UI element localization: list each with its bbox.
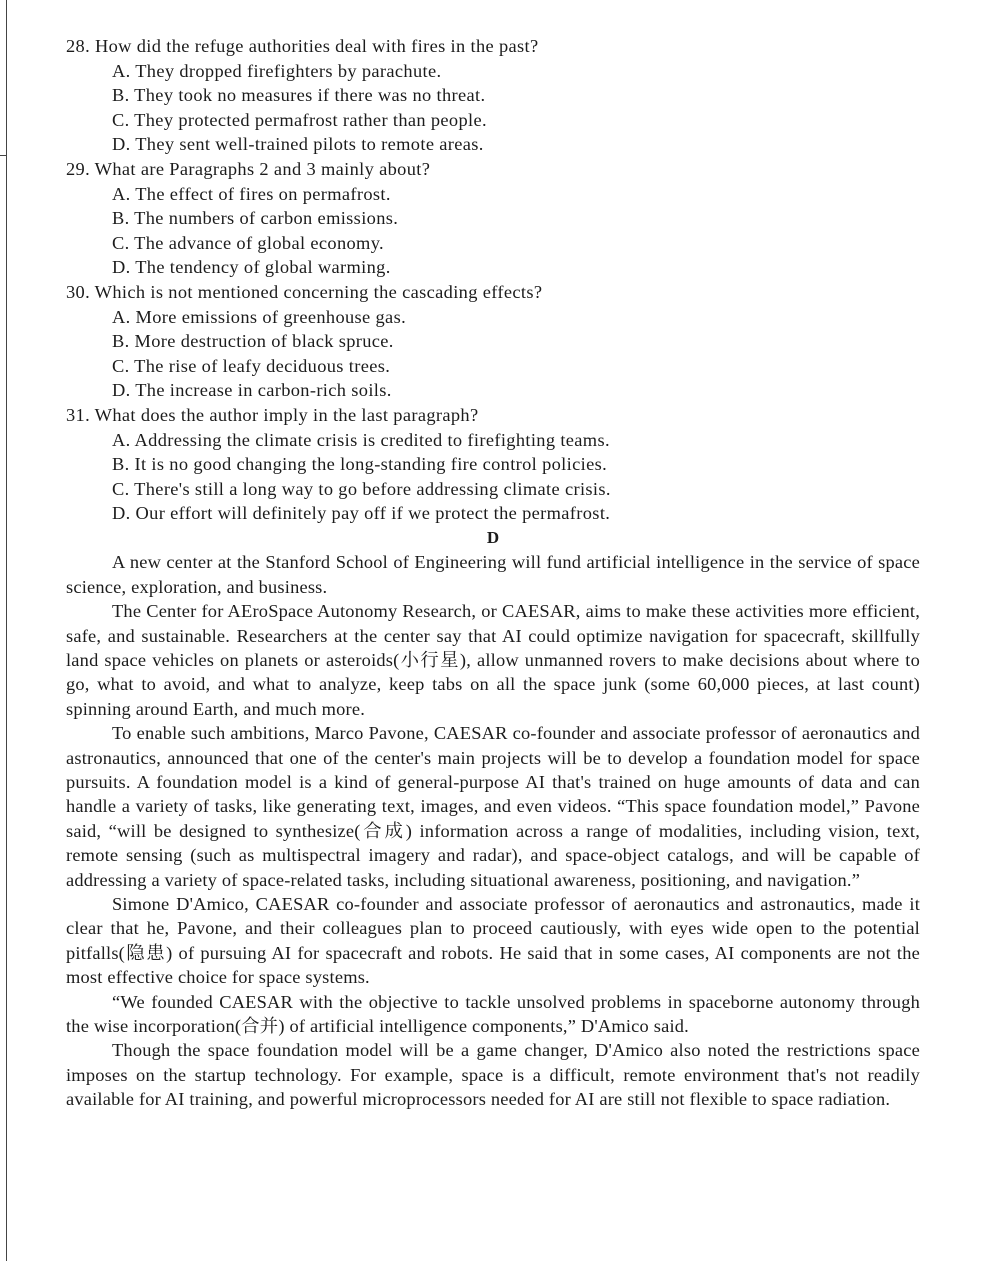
option-b: B. They took no measures if there was no threat.	[112, 85, 486, 106]
page-margin-tick	[0, 155, 7, 156]
paragraph-3: To enable such ambitions, Marco Pavone, CAESAR co-founder and associate professor of aeronautics and astronautics, announced that one of the center's main projects will be to develop a foundation model for space pursuits. A foundation model is a kind of general-purpose AI that's trained on huge amounts of data and can handle a variety of tasks, like generating text, images, and even videos. “This space foundation model,” Pavone said, “will be designed to synthesize(合成) information across a range of modalities, including vision, text, remote sensing (such as multispectral imagery and radar), and space-object catalogs, and will be capable of addressing a variety of space-related tasks, including situational awareness, positioning, and navigation.”	[66, 723, 920, 890]
option-a: A. The effect of fires on permafrost.	[112, 183, 391, 204]
option-d: D. They sent well-trained pilots to remote areas.	[112, 134, 484, 155]
option-d: D. The tendency of global warming.	[112, 257, 391, 278]
passage-d	[66, 526, 920, 1112]
option-c: C. The advance of global economy.	[112, 232, 384, 253]
paragraph-2: The Center for AEroSpace Autonomy Research, or CAESAR, aims to make these activities more efficient, safe, and sustainable. Researchers at the center say that AI could optimize navigation for spacecraft, skillfully land space vehicles on planets or asteroids(小行星), allow unmanned rovers to make decisions about where to go, what to avoid, and what to analyze, keep tabs on all the space junk (some 60,000 pieces, at last count) spinning around Earth, and much more.	[66, 601, 920, 719]
option-c: C. There's still a long way to go before addressing climate crisis.	[112, 478, 611, 499]
question-29	[66, 157, 920, 280]
option-c: C. They protected permafrost rather than people.	[112, 109, 487, 130]
option-a: A. They dropped firefighters by parachute.	[112, 60, 442, 81]
question-stem: 28. How did the refuge authorities deal with fires in the past?	[66, 36, 539, 56]
paragraph-1: A new center at the Stanford School of Engineering will fund artificial intelligence in the service of space science, exploration, and business.	[66, 552, 920, 597]
paragraph-5: “We founded CAESAR with the objective to tackle unsolved problems in spaceborne autonomy through the wise incorporation(合并) of artificial intelligence components,” D'Amico said.	[66, 991, 920, 1036]
question-stem: 29. What are Paragraphs 2 and 3 mainly about?	[66, 158, 431, 179]
question-31	[66, 403, 920, 526]
section-title: D	[486, 527, 500, 547]
option-d: D. Our effort will definitely pay off if we protect the permafrost.	[112, 503, 611, 524]
question-stem: 30. Which is not mentioned concerning the cascading effects?	[66, 281, 543, 302]
question-28	[66, 34, 920, 157]
paragraph-4: Simone D'Amico, CAESAR co-founder and associate professor of aeronautics and astronautics, made it clear that he, Pavone, and their colleagues plan to proceed cautiously, with eyes wide open to the potential pitfalls(隐患) of pursuing AI for spacecraft and robots. He said that in some cases, AI components are not the most effective choice for space systems.	[66, 893, 920, 988]
option-b: B. The numbers of carbon emissions.	[112, 208, 399, 229]
question-stem: 31. What does the author imply in the last paragraph?	[66, 404, 479, 425]
question-30	[66, 280, 920, 403]
option-c: C. The rise of leafy deciduous trees.	[112, 355, 391, 376]
option-a: A. More emissions of greenhouse gas.	[112, 306, 407, 327]
exam-page	[66, 34, 920, 1112]
page-margin-line	[6, 0, 7, 1261]
paragraph-6: Though the space foundation model will be a game changer, D'Amico also noted the restrictions space imposes on the startup technology. For example, space is a difficult, remote environment that's not readily available for AI training, and powerful microprocessors needed for AI are still not flexible to space radiation.	[66, 1040, 920, 1110]
option-d: D. The increase in carbon-rich soils.	[112, 380, 392, 401]
option-b: B. More destruction of black spruce.	[112, 331, 394, 352]
option-a: A. Addressing the climate crisis is credited to firefighting teams.	[112, 429, 610, 450]
option-b: B. It is no good changing the long-standing fire control policies.	[112, 454, 608, 475]
